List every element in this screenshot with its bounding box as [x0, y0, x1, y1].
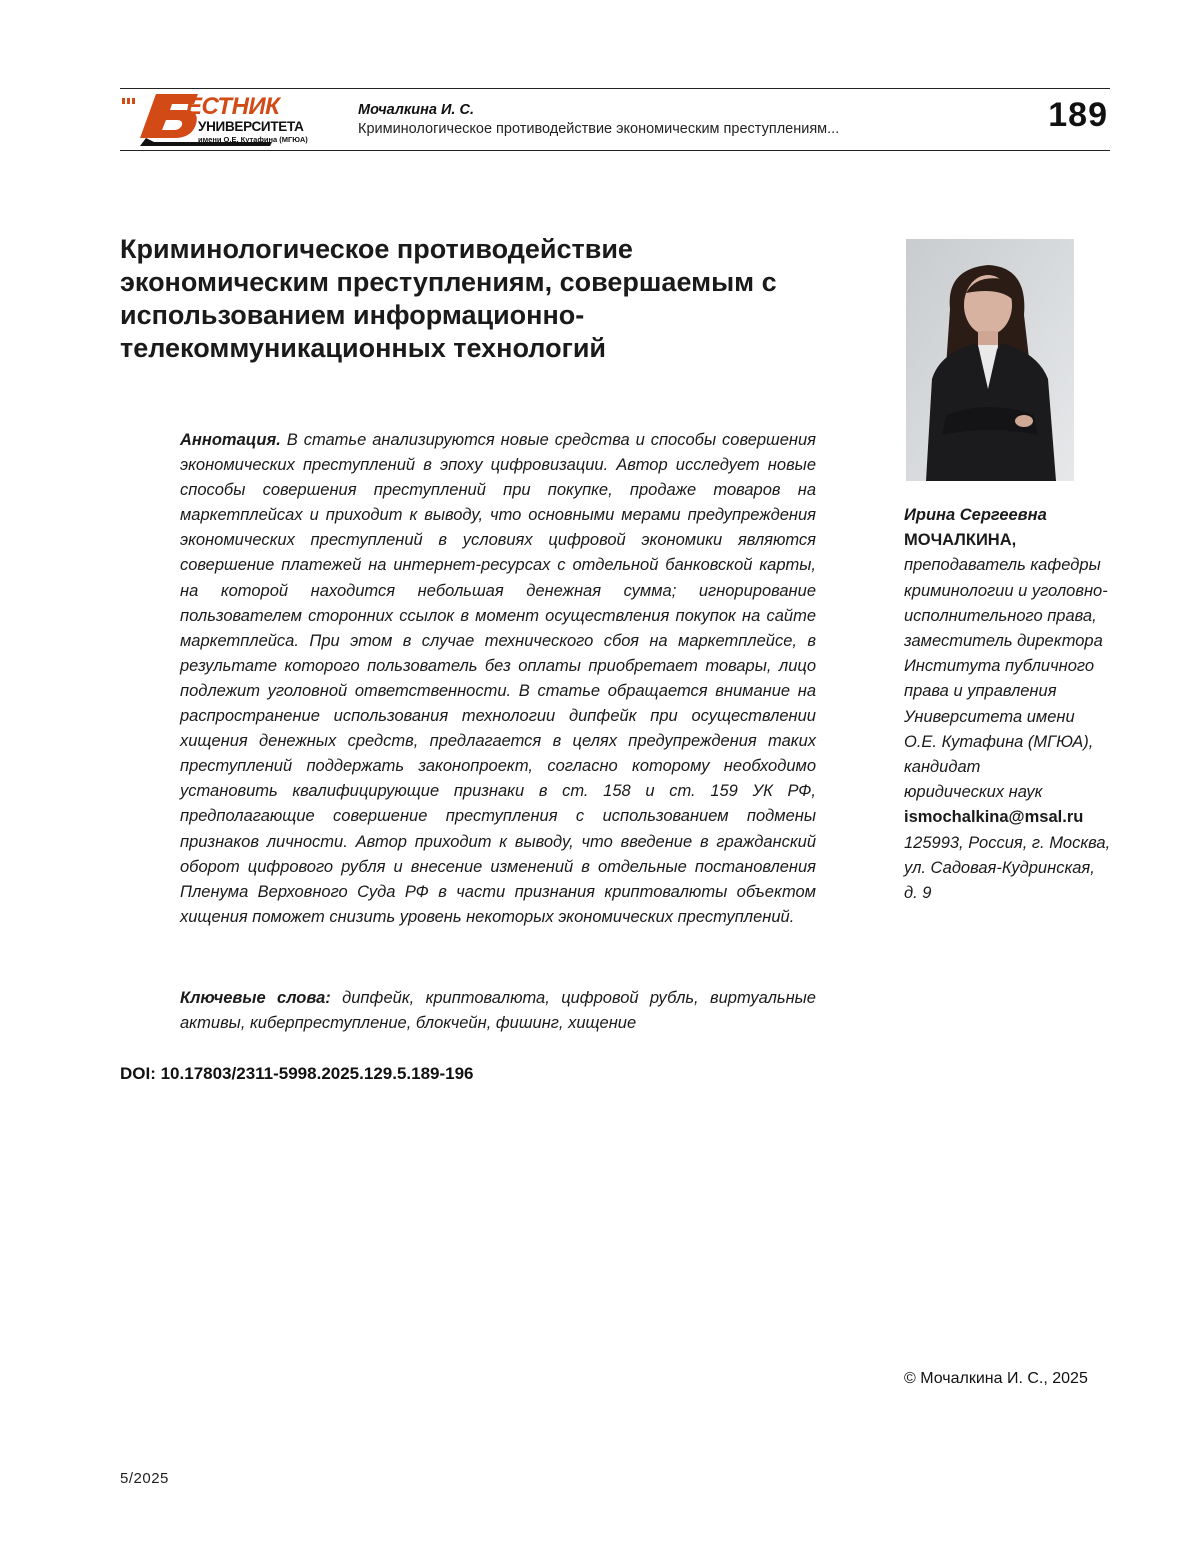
author-position-line: заместитель директора [904, 632, 1103, 651]
abstract-label: Аннотация. [180, 431, 281, 449]
author-position-line: преподаватель кафедры [904, 556, 1101, 575]
author-address-line: д. 9 [904, 884, 932, 903]
keywords-label: Ключевые слова: [180, 989, 331, 1007]
author-address-line: 125993, Россия, г. Москва, [904, 833, 1111, 852]
abstract-text: В статье анализируются новые средства и способы совершения экономических преступлений в эпоху цифровизации. Автор исследует новые способы совершения преступлений при покупке, продаже товаров на маркетплейсах и приходит к выводу, что основными мерами предупреждения экономических преступлений в условиях цифровой экономики являются совершение платежей на интернет-ресурсах с отдельной банковской карты, на которой находится небольшая денежная сумма; игнорирование пользователем сторонних ссылок в момент осуществления покупок на сайте маркетплейса. При этом в случае технического сбоя на маркетплейсе, в результате которого пользователь без оплаты приобретает товары, лицо подлежит уголовной ответственности. В статье обращается внимание на распространение использования технологии дипфейк при осуществлении хищения денежных средств, предлагается в целях предупреждения таких преступлений поддержать законопроект, согласно которому необходимо установить квалифицирующие признаки в ст. 158 и ст. 159 УК РФ, предполагающие совершение преступления с использованием подмены признаков личности. Автор приходит к выводу, что введение в гражданский оборот цифрового рубля и внесение изменений в отдельные постановления Пленума Верховного Суда РФ в части признания криптовалюты объектом хищения поможет снизить уровень некоторых экономических преступлений. [180, 431, 816, 926]
author-position-line: кандидат [904, 758, 981, 777]
header-bottom-rule [120, 150, 1110, 151]
logo-word: ЕСТНИК [186, 93, 280, 120]
author-position-line: права и управления [904, 682, 1057, 701]
author-position-line: Института публичного [904, 657, 1095, 676]
keywords [180, 986, 816, 1036]
page-number: 189 [1048, 96, 1108, 134]
logo-named: имени О.Е. Кутафина (МГЮА) [198, 135, 308, 144]
running-header-title: Криминологическое противодействие экономическим преступлениям... [358, 121, 840, 137]
author-position-line: Университета имени [904, 707, 1075, 726]
keywords-text: дипфейк, криптовалюта, цифровой рубль, виртуальные активы, киберпреступление, блокчейн, фишинг, хищение [180, 989, 816, 1033]
header-top-rule [120, 88, 1110, 89]
author-position-line: криминологии и уголовно- [904, 581, 1108, 600]
logo-university: УНИВЕРСИТЕТА [198, 119, 304, 134]
copyright: © Мочалкина И. С., 2025 [904, 1370, 1088, 1387]
doi: DOI: 10.17803/2311-5998.2025.129.5.189-196 [120, 1064, 474, 1083]
author-first-names: Ирина Сергеевна [904, 506, 1047, 524]
running-header-author: Мочалкина И. С. [358, 102, 474, 118]
author-info [904, 503, 1154, 906]
issue-number: 5/2025 [120, 1470, 169, 1487]
author-surname: МОЧАЛКИНА, [904, 531, 1017, 550]
author-address-line: ул. Садовая-Кудринская, [904, 858, 1095, 877]
author-position-line: исполнительного права, [904, 606, 1097, 625]
author-email[interactable]: ismochalkina@msal.ru [904, 808, 1084, 827]
author-position-line: О.Е. Кутафина (МГЮА), [904, 732, 1094, 751]
article-title: Криминологическое противодействие экономическим преступлениям, совершаемым с использованием информационно-телекоммуникационных технологий [120, 234, 777, 363]
author-position-line: юридических наук [904, 783, 1043, 802]
abstract [180, 428, 816, 930]
journal-logo [120, 92, 320, 148]
author-photo [906, 239, 1074, 481]
